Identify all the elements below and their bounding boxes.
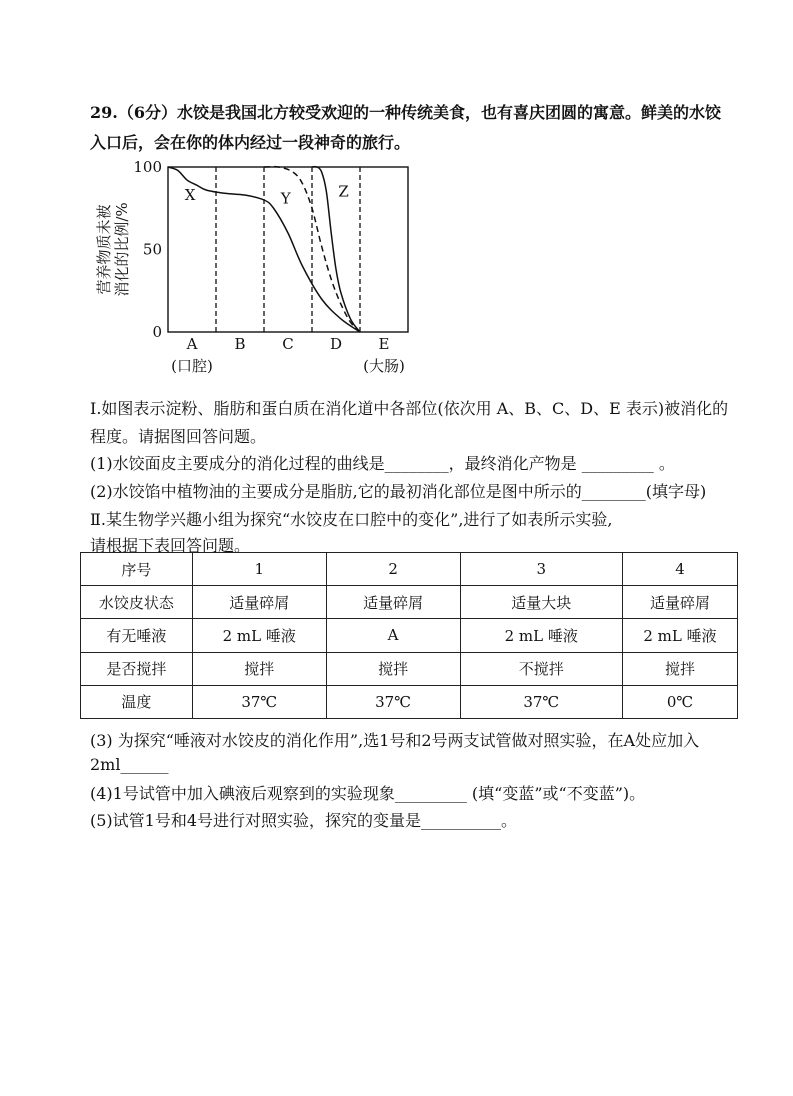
table-cell: 2 mL 唾液 [460,619,623,652]
x-tick-note: (口腔) [171,357,213,375]
table-row [81,619,738,652]
y-tick-label: 100 [133,158,162,176]
question-1: (1)水饺面皮主要成分的消化过程的曲线是________，最终消化产物是 _________ 。 [90,454,675,473]
table-cell: 适量碎屑 [623,586,738,619]
y-tick-label: 0 [152,323,162,341]
table-row [81,553,738,586]
table-cell: 搅拌 [192,652,326,685]
question-4: (4)1号试管中加入碘液后观察到的实验现象_________ (填“变蓝”或“不变蓝”)。 [90,784,646,803]
table-row [81,652,738,685]
x-tick-label: A [186,335,198,353]
part2-intro-line-2: 请根据下表回答问题。 [90,536,251,555]
part1-intro-line-1: I.如图表示淀粉、脂肪和蛋白质在消化道中各部位(依次用 A、B、C、D、E 表示)被消化的 [90,399,729,418]
table-cell: 0℃ [623,685,738,718]
row-header-cell: 有无唾液 [81,619,193,652]
x-tick-label: C [282,335,294,353]
y-axis-label: 营养物质未被 [95,204,113,295]
row-header-cell: 是否搅拌 [81,652,193,685]
table-cell: 适量大块 [460,586,623,619]
y-axis-label: 消化的比例/% [113,202,131,297]
series-label-y: Y [280,189,291,208]
table-cell: 2 [326,553,460,586]
part1-intro-line-2: 程度。请据图回答问题。 [90,427,267,446]
question-3-line-1: (3) 为探究“唾液对水饺皮的消化作用”,选1号和2号两支试管做对照实验，在A处应加入 [90,731,700,750]
table-cell: 适量碎屑 [192,586,326,619]
question-line-2: 入口后，会在你的体内经过一段神奇的旅行。 [90,133,411,152]
table-row [81,685,738,718]
table-cell: 搅拌 [623,652,738,685]
table-cell: A [326,619,460,652]
question-3-line-2: 2ml______ [90,755,169,774]
digestion-chart [95,150,425,380]
x-tick-note: (大肠) [363,357,405,375]
y-tick-label: 50 [142,240,162,259]
experiment-table [80,552,738,719]
table-cell: 3 [460,553,623,586]
series-label-x: X [184,186,196,204]
table-cell: 37℃ [192,685,326,718]
table-cell: 2 mL 唾液 [192,619,326,652]
table-cell: 适量碎屑 [326,586,460,619]
part2-intro-line-1: Ⅱ.某生物学兴趣小组为探究“水饺皮在口腔中的变化”,进行了如表所示实验, [90,510,613,529]
table-cell: 不搅拌 [460,652,623,685]
x-tick-label: E [378,335,390,353]
table-cell: 4 [623,553,738,586]
table-cell: 37℃ [326,685,460,718]
row-header-cell: 水饺皮状态 [81,586,193,619]
series-label-z: Z [338,182,349,201]
table-row [81,586,738,619]
table-cell: 1 [192,553,326,586]
row-header-cell: 温度 [81,685,193,718]
question-5: (5)试管1号和4号进行对照实验，探究的变量是__________。 [90,811,518,830]
row-header-cell: 序号 [81,553,193,586]
series-line-z [312,167,360,332]
question-line-1: 29.（6分）水饺是我国北方较受欢迎的一种传统美食，也有喜庆团圆的寓意。鲜美的水饺 [90,103,721,122]
table-cell: 2 mL 唾液 [623,619,738,652]
question-2: (2)水饺馅中植物油的主要成分是脂肪,它的最初消化部位是图中所示的________(填字母) [90,482,707,501]
table-cell: 搅拌 [326,652,460,685]
x-tick-label: D [329,335,343,353]
table-cell: 37℃ [460,685,623,718]
x-tick-label: B [234,335,246,353]
